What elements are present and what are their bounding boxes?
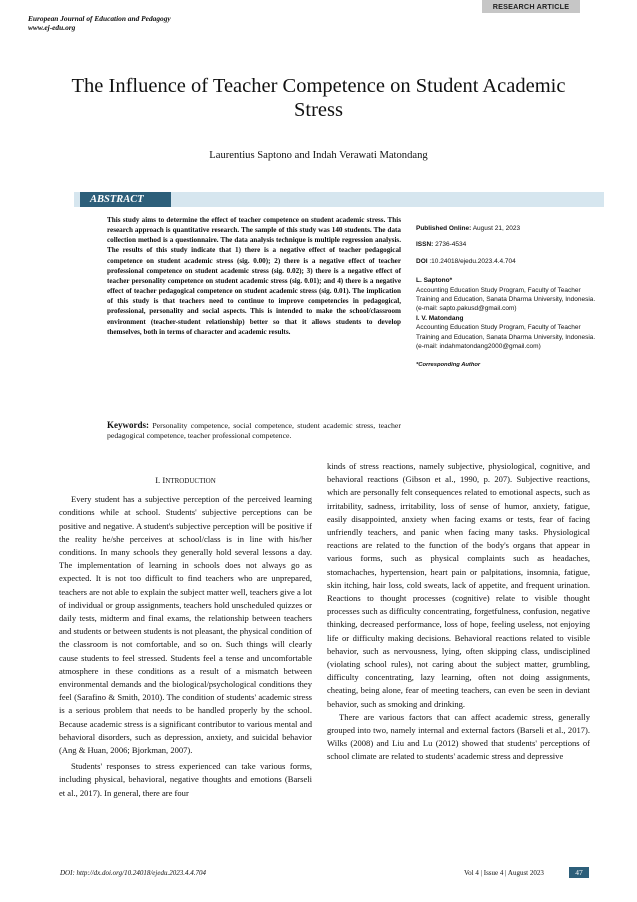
author2-affiliation: Accounting Education Study Program, Faculty of Teacher Training and Education, Sanata Dharma University, Indonesia. (416, 324, 596, 341)
footer-doi[interactable]: DOI: http://dx.doi.org/10.24018/ejedu.2023.4.4.704 (60, 869, 206, 877)
author2-name: I. V. Matondang (416, 314, 464, 322)
paper-title: The Influence of Teacher Competence on Student Academic Stress (71, 75, 566, 121)
issn-label: ISSN: (416, 241, 434, 249)
keywords-text: Personality competence, social competence, student academic stress, teacher pedagogical competence, teacher professional competence. (107, 421, 401, 441)
corresponding-author-note: *Corresponding Author (416, 362, 481, 369)
section-heading: I. INTRODUCTION (155, 475, 216, 485)
body-left-column (59, 474, 312, 800)
journal-name: European Journal of Education and Pedagogy (28, 14, 171, 23)
journal-url[interactable]: www.ej-edu.org (28, 23, 76, 32)
body-right-column (327, 460, 590, 764)
paragraph: There are various factors that can affect academic stress, generally grouped into two, namely internal and external factors (Barseli et al., 2017). Wilks (2008) and Liu and Lu (2012) showed that students' perceptions of school climate are related to students' academic stress and depressive (327, 711, 590, 762)
footer-volume: Vol 4 | Issue 4 | August 2023 (464, 869, 544, 877)
article-info-sidebar (416, 224, 604, 371)
article-type-badge: RESEARCH ARTICLE (482, 0, 580, 13)
author1-name: L. Saptono* (416, 277, 453, 285)
doi-value[interactable]: :10.24018/ejedu.2023.4.4.704 (429, 257, 516, 265)
author1-email[interactable]: (e-mail: sapto.pakusd@gmail.com) (416, 305, 517, 313)
issn-value: 2736-4534 (435, 241, 467, 249)
doi-label: DOI (416, 257, 428, 265)
paragraph: Students' responses to stress experienced can take various forms, including physical, behavioral, negative thoughts and emotions (Barseli et al., 2017). In general, there are four (59, 761, 312, 798)
published-label: Published Online: (416, 225, 472, 232)
page-number: 47 (569, 867, 589, 878)
paper-authors: Laurentius Saptono and Indah Verawati Matondang (209, 150, 428, 161)
author2-email[interactable]: (e-mail: indahmatondang2000@gmail.com) (416, 343, 541, 351)
published-date: August 21, 2023 (472, 225, 521, 232)
keywords (107, 420, 401, 442)
journal-header (28, 14, 171, 32)
author1-affiliation: Accounting Education Study Program, Faculty of Teacher Training and Education, Sanata Dharma University, Indonesia. (416, 286, 596, 304)
abstract-label: ABSTRACT (80, 192, 171, 207)
keywords-label: Keywords: (107, 420, 149, 430)
abstract-text: This study aims to determine the effect of teacher competence on student academic stress. This research approach is quantitative research. The sample of this study was 140 students. The data collection method is a questionnaire. The data analysis technique is multiple regression analysis. The results of this study indicate that 1) there is a negative effect of teacher pedagogical competence on student academic stress (sig. 0.00); 2) there is a negative effect of teacher professional competence on student academic stress (sig. 0.02); 3) there is a negative effect of teacher personality competence on student academic stress (sig. 0.01); and 4) there is a negative effect of teacher pedagogical competence on student academic stress (sig. 0.01). The implication of this study is that teachers need to continue to improve competencies in pedagogical, professional, personality and social aspects. This is intended to make the school/classroom environment (teacher-student relationship) better so that it allows students to develop themselves, both in terms of character and academic results. (107, 216, 401, 336)
paragraph: kinds of stress reactions, namely subjective, physiological, cognitive, and behavioral reactions (Gibson et al., 1990, p. 207). Subjective reactions, which are personally felt consequences related to emotional aspects, such as irritability, sadness, irritability, loss of sense of humor, anxiety, fatigue, easily disappointed, anxiety when facing exams or tests, fear of facing unfriendly teachers, and panic when facing many tasks. Physiological reactions are related to the function of the body's organs that appear in various forms, such as physical complaints such as headaches, stomachaches, hypertension, heart pain or palpitations, insomnia, fatigue, skin itching, hair loss, cold sweats, lack of appetite, and frequent urination. Reactions to thought processes (cognitive) relate to visible thought processes such as difficulty concentrating, forgetfulness, confusion, negative thinking, decreased performance, loss of hope, feeling useless, not enjoying life or difficulty making decisions. Behavioral reactions related to visible behavior, such as nervousness, lying, often skipping class, undisciplined (violating school rules), not caring about the subject matter, grumbling, difficulty concentrating, lazy learning, often not doing assignments, cheating, being alone, fear of meeting teachers, can even be seen in deviant behavior, such as smoking and drinking. (327, 461, 590, 709)
paragraph: Every student has a subjective perception of the perceived learning conditions while at school. Students' subjective perceptions can be positive and negative. A student's subjective perception will be positive if the reality he/she perceives at school/class is in line with his/her conditions. In many schools they generally hold several lessons a day. The implementation of learning in schools does not always go as expected. It is not too difficult to find teachers who are unprepared, teachers are not able to explain the subject matter well, teachers give a lot of individual or group assignments, teachers hold unscheduled quizzes or daily tests, midterm and final exams, the relationship between teachers and students or between students is not pleasant, the physical condition of the classroom is not comfortable, and so on. Such things will clearly cause students to feel stressed. Students feel a tense and uncomfortable atmosphere in these conditions as a result of a mismatch between environmental demands and the biological/psychological conditions they feel (Sarafino & Smith, 2010). The condition of students' academic stress is a serious problem that needs to be handled properly by the school. Because academic stress is a significant contributor to various mental and behavioral disorders, such as depression, anxiety, and suicidal behavior (Ang & Huan, 2006; Bjorkman, 2007). (59, 494, 312, 756)
